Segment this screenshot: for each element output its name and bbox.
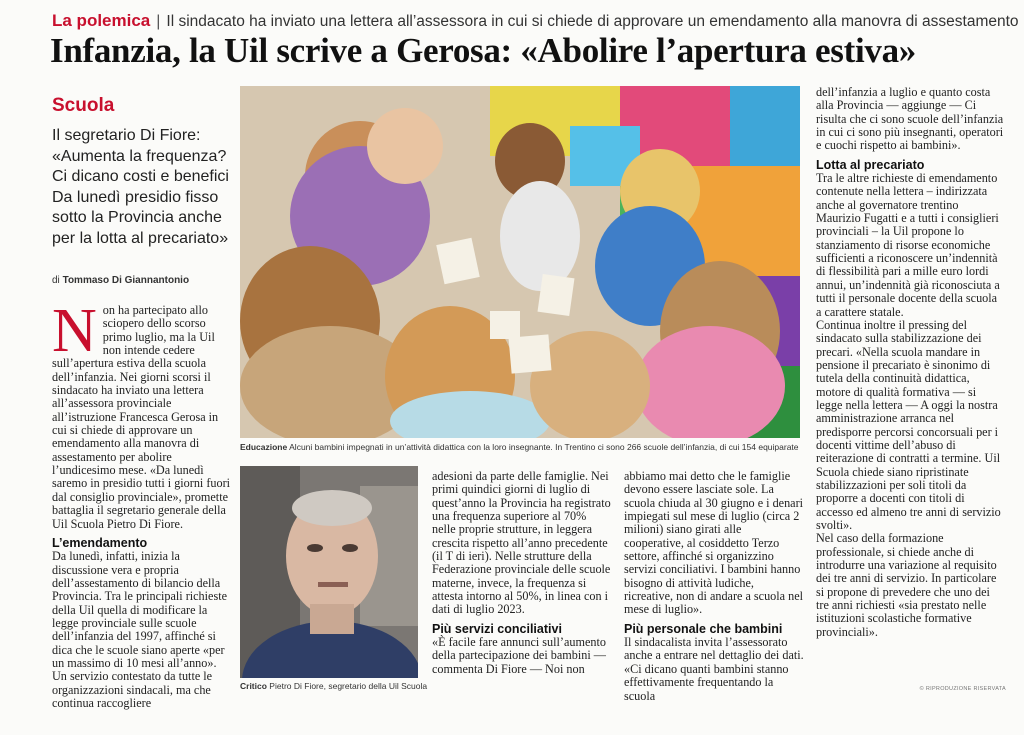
main-caption-text: Alcuni bambini impegnati in un’attività didattica con la loro insegnante. In Trentino ci sono 266 scuole dell’infanzia, di cui 154 equiparate [289,442,799,452]
kicker-separator: | [156,13,161,30]
col4-paragraph-2: Tra le altre richieste di emendamento contenute nella lettera – indirizzata anche al governatore trentino Maurizio Fugatti e a tutti i consiglieri provinciali – la Uil propone lo stanziamento di risorse economiche sufficienti a riconoscere un’indennità di flessibilità pari a mille euro lordi annui, un’indennità già riconosciuta a tutti il personale docente della scuola a carattere statale. [816,171,1000,319]
article-column-2 [432,470,612,676]
col2-paragraph-2: «È facile fare annunci sull’aumento della partecipazione dei bambini — commenta Di Fiore — Noi non [432,635,606,676]
portrait-caption-label: Critico [240,681,267,691]
col4-paragraph-4: Nel caso della formazione professionale, si chiede anche di introdurre una variazione al requisito dei tre anni di servizio. In particolare si propone di prevedere che uno dei tre anni richiesti «sia prestato nelle istituzioni scolastiche formative provinciali». [816,531,997,639]
portrait-caption-text: Pietro Di Fiore, segretario della Uil Scuola [269,681,428,691]
kicker-tag: La polemica [52,11,151,30]
subhead-precariato: Lotta al precariato [816,157,925,172]
col1-paragraph-2: Da lunedì, infatti, inizia la discussione vera e propria dell’assestamento di bilancio della Provincia. Tra le principali richieste della Uil quella di modificare la legge provinciale sulle scuole dell’infanzia del 1997, affinché si dica che le scuole siano aperte «per un massimo di 10 mesi all’anno». Un servizio contestato da tutte le organizzazioni sindacali, ma che continua raccogliere [52,549,227,710]
col3-paragraph-2: Il sindacalista invita l’assessorato anche a entrare nel dettaglio dei dati. «Ci dicano quanti bambini stanno effettivamente frequentando la scuola [624,635,804,703]
col1-paragraph-1: on ha partecipato allo sciopero dello scorso primo luglio, ma la Uil non intende cedere sull’apertura estiva della scuola dell’infanzia. Nei giorni scorsi il sindacato ha inviato una lettera all’assessora provinciale all’istruzione Francesca Gerosa in cui si chiede di approvare un emendamento alla manovra di assestamento per abolire l’undicesimo mese. «Da lunedì saremo in presidio tutti i giorni fuori dal consiglio provinciale», promette battaglia il segretario generale della Uil Scuola Pietro Di Fiore. [52,303,231,531]
col4-paragraph-3: Continua inoltre il pressing del sindacato sulla stabilizzazione dei precari. «Nella scuola mandare in pensione il precariato è sinonimo di tutela della continuità didattica, motore di qualità formativa — si legge nella lettera — A oggi la nostra amministrazione arranca nel predisporre percorsi concorsuali per i docenti vittime dell’abuso di reiterazione di contratti a termine. Uil Scuola chiede siano ripristinate stabilizzazioni per soli titoli da proporre a docenti con titoli di accesso ed almeno tre anni di servizio svolti». [816,317,1001,532]
article-column-4 [816,86,1004,639]
kicker [52,10,1019,32]
copyright-notice: © RIPRODUZIONE RISERVATA [919,686,1006,692]
col2-paragraph-1: adesioni da parte delle famiglie. Nei primi quindici giorni di luglio di quest’anno la Provincia ha registrato una frequenza superiore al 70% nelle proprie strutture, in leggera crescita rispetto all’anno precedente (il T di ieri). Nelle strutture della Federazione provinciale delle scuole materne, invece, la frequenza si attesta intorno al 50%, in linea con i dati di luglio 2023. [432,469,611,617]
article-column-1 [52,297,232,710]
children-classroom-image [240,86,800,438]
subhead-servizi-conciliativi: Più servizi conciliativi [432,621,562,636]
article-column-3 [624,470,804,703]
byline-prefix: di [52,275,60,286]
main-photo [240,86,800,438]
headline: Infanzia, la Uil scrive a Gerosa: «Abolire l’apertura estiva» [50,31,916,70]
main-photo-caption [240,442,805,452]
section-label: Scuola [52,95,115,116]
main-caption-label: Educazione [240,442,288,452]
drop-cap: N [52,297,97,365]
col4-paragraph-1: dell’infanzia a luglio e quanto costa alla Provincia — aggiunge — Ci risulta che ci sono scuole dell’infanzia in cui ci sono più insegnanti, operatori e cuochi rispetto ai bambini». [816,85,1004,153]
portrait-photo [240,466,418,678]
portrait-caption [240,681,428,691]
deck: Il segretario Di Fiore: «Aumenta la frequenza? Ci dicano costi e benefici Da lunedì presidio fisso sotto la Provincia anche per la lotta al precariato» [52,127,229,247]
pietro-di-fiore-portrait-image [240,466,418,678]
byline [52,275,189,286]
byline-author: Tommaso Di Giannantonio [62,275,190,286]
kicker-text: Il sindacato ha inviato una lettera all’assessora in cui si chiede di approvare un emendamento alla manovra di assestamento [166,13,1019,30]
col3-paragraph-1: abbiamo mai detto che le famiglie devono essere lasciate sole. La scuola chiuda al 30 giugno e i denari impiegati sul mese di luglio (circa 2 milioni) siano girati alle cooperative, al cosiddetto Terzo settore, affinché si organizzino servizi conciliativi. I bambini hanno bisogno di attività ludiche, ricreative, non di andare a scuola nel mese di luglio». [624,469,804,617]
subhead-emendamento: L’emendamento [52,535,148,550]
subhead-personale-bambini: Più personale che bambini [624,621,783,636]
